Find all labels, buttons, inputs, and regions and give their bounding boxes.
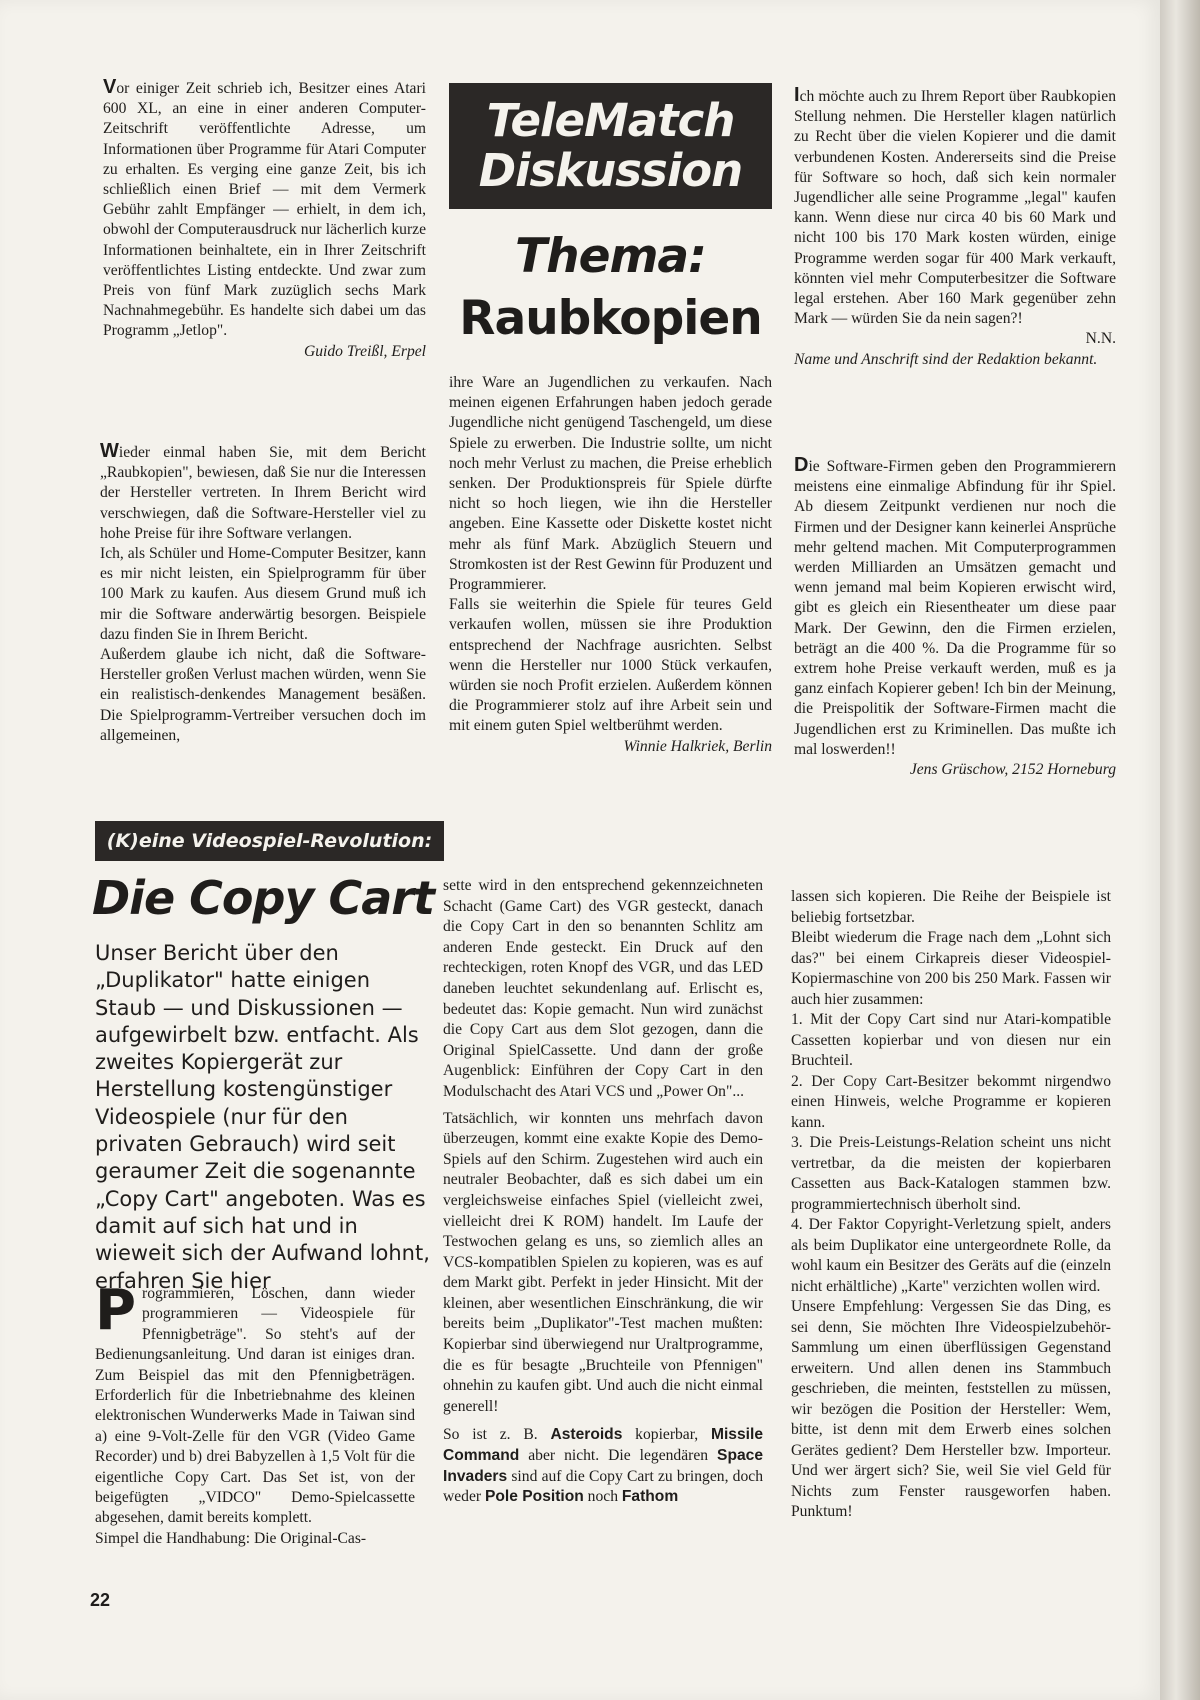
article-c2-p1: sette wird in den entsprechend gekennzeichneten Schacht (Game Cart) des VGR gesteckt, danach die Copy Cart in den so benannten Schlitz am anderen Ende gesteckt. Ein Druck auf den rechteckigen, roten Knopf des VGR, und das LED daneben leuchtet sekundenlang auf. Erlischt es, bedeutet das: Kopie gemacht. Nun wird zunächst die Copy Cart aus dem Slot gezogen, dann die Original SpielCassette. Und dann der große Augenblick: Einführen der Copy Cart in den Modulschacht des Atari VCS und „Power On"... <box>443 877 763 1100</box>
dropcap: I <box>794 84 800 106</box>
box-line-1: TeleMatch <box>486 94 735 147</box>
article-lead: Unser Bericht über den „Duplikator" hatte einigen Staub — und Diskussionen — aufgewirbelt bzw. entfacht. Als zweites Kopiergerät zur Herstellung kostengünstiger Videospiele (nur für den privaten Gebrauch) wird seit geraumer Zeit die sogenannte „Copy Cart" angeboten. Was es damit auf sich hat und in wieweit sich der Aufwand lohnt, erfahren Sie hier <box>95 941 430 1293</box>
page-number: 22 <box>90 1590 111 1610</box>
letter-3-note: Name und Anschrift sind der Redaktion bekannt. <box>794 350 1098 368</box>
letter-2-part-1 <box>100 441 426 746</box>
letter-2-p2: Ich, als Schüler und Home-Computer Besitzer, kann es mir nicht leisten, ein Spielprogramm für über 100 Mark zu kaufen. Aus diesem Grund muß ich mir die Software anderwärtig besorgen. Beispiele dazu finden Sie in Ihrem Bericht. <box>100 545 426 643</box>
article-col-1 <box>95 1278 415 1549</box>
article-c1-p2: Simpel die Handhabung: Die Original-Cas- <box>95 1529 367 1547</box>
letter-4 <box>794 455 1116 780</box>
letter-3 <box>794 85 1116 370</box>
telematch-diskussion-box <box>449 83 772 209</box>
thema-line-1: Thema: <box>515 229 706 284</box>
article-c2-p3: So ist z. B. Asteroids kopierbar, Missile Command aber nicht. Die legendären Space Invaders sind auf die Copy Cart zu bringen, doch weder Pole Position noch Fathom <box>443 1426 763 1506</box>
article-c3-p3: 1. Mit der Copy Cart sind nur Atari-kompatible Cassetten kopierbar und von diesen nur ein Bruchteil. <box>791 1011 1111 1069</box>
letter-3-body: Ich möchte auch zu Ihrem Report über Raubkopien Stellung nehmen. Die Hersteller klagen natürlich zu Recht über die vielen Kopierer und die damit verbundenen Kosten. Andererseits sind die Preise für Software so hoch, daß sich kein normaler Jugendlicher alle seine Programme „legal" kaufen kann. Wenn diese nur circa 40 bis 60 Mark und nicht 100 bis 170 Mark kosten würden, einige Programme werden sogar für 400 Mark verkauft, könnten viel mehr Computerbesitzer die Software legal erstehen. Aber 160 Mark gegenüber zehn Mark — würden Sie da nein sagen?! <box>794 84 1116 328</box>
article-c3-p2: Bleibt wiederum die Frage nach dem „Lohnt sich das?" bei einem Cirkapreis dieser Videospiel-Kopiermaschine von 200 bis 250 Mark. Fassen wir auch hier zusammen: <box>791 929 1111 1008</box>
game-pole-position: Pole Position <box>485 1488 584 1506</box>
article-c3-p7: Unsere Empfehlung: Vergessen Sie das Ding, es sei denn, Sie möchten Ihre Videospielzubehör-Sammlung um einen überflüssigen Gegenstand erweitern. Und allen denen ins Stammbuch geschrieben, die meinten, feststellen zu müssen, wir bezögen die Position der Hersteller: Wem, bitte, ist denn mit dem Erwerb eines solchen Gerätes gedient? Dem Hersteller bzw. Importeur. Und wer ärgert sich? Sie, weil Sie viel Geld für Nichts zum Fenster rausgeworfen haben. Punktum! <box>791 1298 1111 1520</box>
article-col-2 <box>443 876 763 1508</box>
thema-line-2: Raubkopien <box>459 291 762 346</box>
dropcap: V <box>103 76 117 98</box>
article-c3-p6: 4. Der Faktor Copyright-Verletzung spielt, anders als beim Duplikator eine untergeordnete Rolle, da wohl kaum ein Besitzer des Geräts auf die (einzeln nicht erhältliche) „Karte" verzichten wollen wird. <box>791 1216 1111 1295</box>
article-c3-p5: 3. Die Preis-Leistungs-Relation scheint uns nicht vertretbar, da die meisten der kopierbaren Cassetten aus Back-Katalogen stammen bzw. programmiertechnisch überholt sind. <box>791 1134 1111 1213</box>
game-fathom: Fathom <box>621 1488 679 1506</box>
dropcap: D <box>794 454 809 476</box>
box-line-2: Diskussion <box>478 144 743 197</box>
article-kicker: (K)eine Videospiel-Revolution: <box>95 821 444 861</box>
letter-4-body: Die Software-Firmen geben den Programmierern meistens eine einmalige Abfindung für ihr Spiel. Ab diesem Zeitpunkt verdienen nur noch die Firmen und der Designer kann keinerlei Ansprüche mehr geltend machen. Mit Computerprogrammen werden Milliarden an Umsätzen gemacht und wenn jemand mal beim Kopieren erwischt wird, gibt es gleich ein Riesentheater um diese paar Mark. Der Gewinn, den die Firmen erzielen, beträgt an die 400 %. Da die Programme für so extrem hohe Preise verkauft werden, muß es ja ganz einfach Kopierer geben! Ich bin der Meinung, die Preispolitik der Software-Firmen macht die Jugendlichen erst zu Kriminellen. Das mußte ich mal loswerden!! <box>794 454 1116 758</box>
article-c2-p2: Tatsächlich, wir konnten uns mehrfach davon überzeugen, kommt eine exakte Kopie des Demo-Spiels auf den Schirm. Zugestehen wird auch ein neutraler Beobachter, daß es sich dabei um ein vergleichsweise einfaches Spiel (vielleicht zwei, vielleicht drei K ROM) handelt. Im Laufe der Testwochen gelang es uns, so ziemlich alles an VCS-kompatiblen Spielen zu kopieren, was es auf dem Markt gibt. Perfekt in jeder Hinsicht. Mit der kleinen, aber wesentlichen Einschränkung, die wir bereits beim „Duplikator"-Test machen mußten: Kopierbar sind überwiegend nur Uraltprogramme, die es für besagte „Bruchteile von Pfennigen" ohnehin zu kaufen gibt. Und auch die nicht einmal generell! <box>443 1109 763 1415</box>
letter-2-p5: Falls sie weiterhin die Spiele für teures Geld verkaufen wollen, müssen sie ihre Produktion entsprechend der Nachfrage ausrichten. Selbst wenn die Hersteller nur 1000 Stück verkaufen, würden sie noch Profit erzielen. Außerdem können die Programmierer stolz auf ihre Arbeit sein und mit einem guten Spiel weltberühmt werden. <box>449 596 772 735</box>
article-headline: Die Copy Cart <box>92 871 434 925</box>
article-c3-p4: 2. Der Copy Cart-Besitzer bekommt nirgendwo einen Hinweis, welche Programme er kopieren kann. <box>791 1072 1111 1131</box>
letter-2-p1: Wieder einmal haben Sie, mit dem Bericht „Raubkopien", bewiesen, daß Sie nur die Interessen der Hersteller vertreten. In Ihrem Bericht wird verschwiegen, daß die Software-Hersteller viel zu hohe Preise für ihre Software verlangen. <box>100 440 426 542</box>
letter-2-p3: Außerdem glaube ich nicht, daß die Software-Hersteller großen Verlust machen würden, wenn Sie ein realistisch-denkendes Management besäßen. Die Spielprogramm-Vertreiber versuchen doch im allgemeinen, <box>100 646 426 744</box>
letter-4-signature: Jens Grüschow, 2152 Horneburg <box>909 761 1116 779</box>
article-c1-p1: Programmieren, Löschen, dann wieder programmieren — Videospiele für Pfennigbeträge". So steht's auf der Bedienungsanleitung. Und daran ist einiges dran. Zum Beispiel das mit den Pfennigbeträgen. Erforderlich für die Inbetriebnahme des kleinen elektronischen Wunderwerks Made in Taiwan sind a) eine 9-Volt-Zelle für den VGR (Video Game Recorder) und b) drei Babyzellen à 1,5 Volt für die eigentliche Copy Cart. Das Set ist, von der beigefügten „VIDCO" Demo-Spielcassette abgesehen, damit bereits komplett. <box>95 1278 415 1527</box>
thema-heading <box>449 226 772 350</box>
letter-1-body: Vor einiger Zeit schrieb ich, Besitzer eines Atari 600 XL, an eine in einer anderen Computer-Zeitschrift veröffentlichte Adresse, um Informationen über Programme für Atari Computer zu erhalten. Es verging eine ganze Zeit, bis ich schließlich einen Brief — mit dem Vermerk Gebühr zahlt Empfänger — erhielt, in dem ich, obwohl der Computerausdruck nur lächerlich kurze Informationen beinhaltete, ein in Ihrer Zeitschrift veröffentlichtes Listing entdeckte. Und zwar zum Preis von fünf Mark zuzüglich sechs Mark Nachnahmegebühr. Es handelte sich dabei um das Programm „Jetlop". <box>103 76 426 340</box>
article-col-3 <box>791 887 1111 1523</box>
article-dropcap: P <box>95 1278 137 1343</box>
game-missile-command: Missile Command <box>443 1426 763 1465</box>
letter-3-initials: N.N. <box>1085 330 1116 348</box>
letter-1-signature: Guido Treißl, Erpel <box>303 342 426 360</box>
page-edge <box>1160 0 1200 1700</box>
game-asteroids: Asteroids <box>550 1426 623 1444</box>
letter-2-part-2 <box>449 373 772 757</box>
dropcap: W <box>100 440 119 462</box>
letter-2-p4: ihre Ware an Jugendlichen zu verkaufen. Nach meinen eigenen Erfahrungen haben jedoch gerade Jugendliche nicht genügend Taschengeld, um diese Spiele zu erwerben. Die Industrie sollte, um nicht noch mehr Verlust zu machen, die Preise erheblich senken. Der Produktionspreis für Spiele dürfte nicht so hoch liegen, wie ihn die Hersteller angeben. Eine Kassette oder Diskette kostet nicht mehr als fünf Mark. Abzüglich Steuern und Stromkosten ist der Rest Gewinn für Produzent und Programmierer. <box>449 374 772 594</box>
game-space-invaders: Space Invaders <box>443 1447 763 1485</box>
letter-2-signature: Winnie Halkriek, Berlin <box>623 737 772 755</box>
letter-1 <box>103 77 426 362</box>
article-c3-p1: lassen sich kopieren. Die Reihe der Beispiele ist beliebig fortsetzbar. <box>791 888 1111 926</box>
